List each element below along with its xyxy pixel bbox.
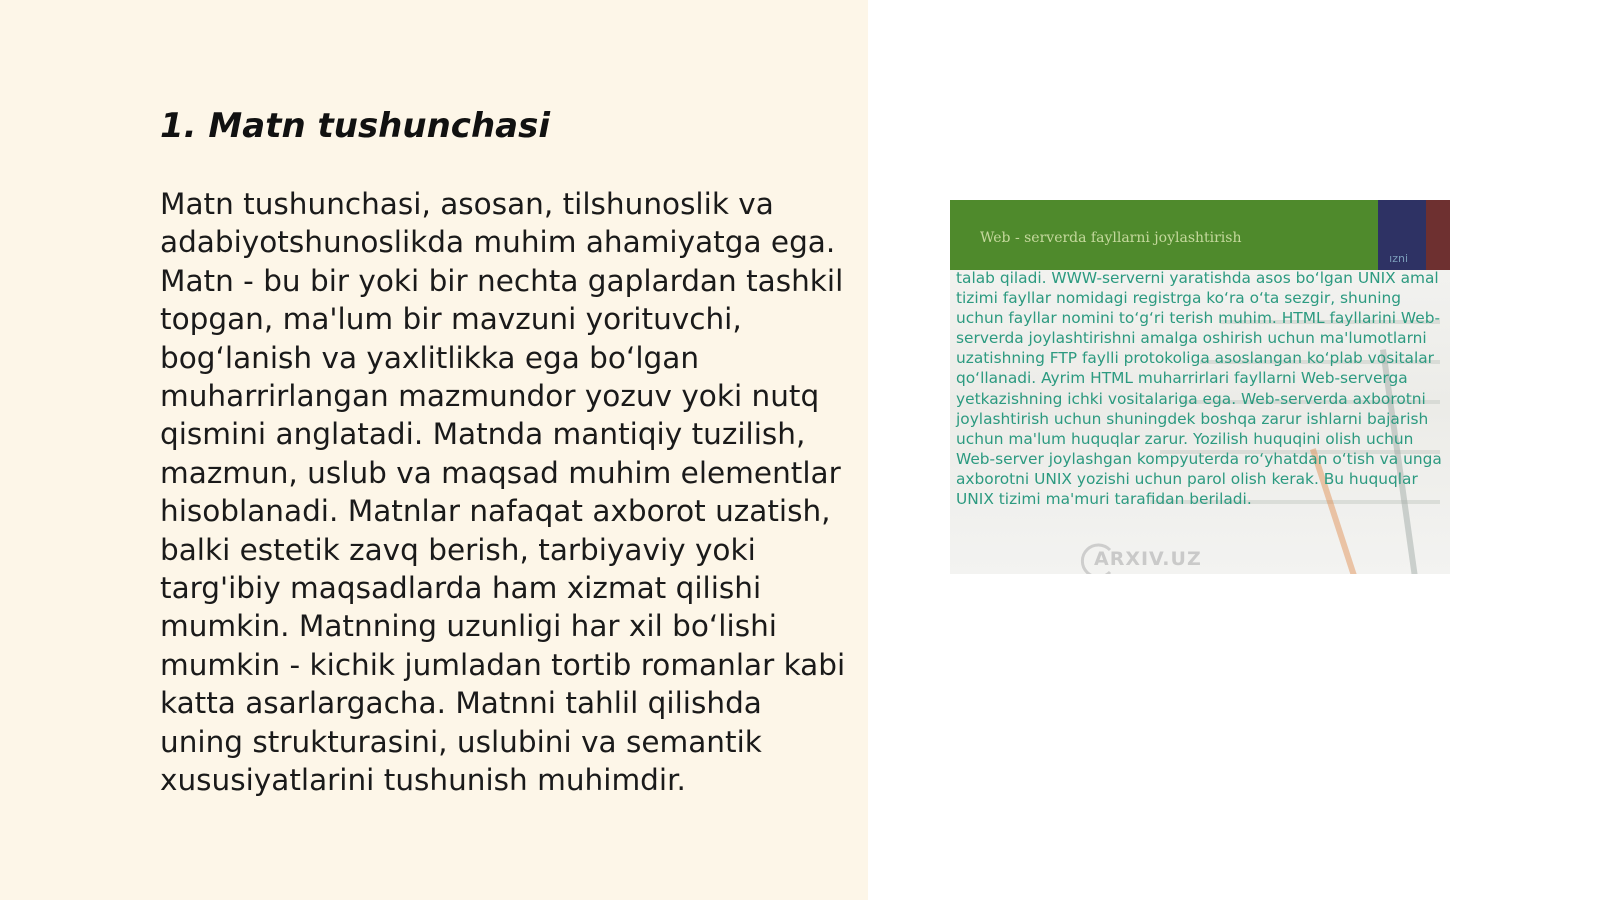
image-header-title: Web - serverda fayllarni joylashtirish xyxy=(980,230,1242,246)
slide-body-text: Matn tushunchasi, asosan, tilshunoslik va adabiyotshunoslikda muhim ahamiyatga ega. Matn - bu bir yoki bir nechta gaplardan tashkil topgan, ma'lum bir mavzuni yorituvchi, bog‘lanish va yaxlitlikka ega bo‘lgan muharrirlangan mazmundor yozuv yoki nutq qismini anglatadi. Matnda mantiqiy tuzilish, mazmun, uslub va maqsad muhim elementlar hisoblanadi. Matnlar nafaqat axborot uzatish, balki estetik zavq berish, tarbiyaviy yoki targ'ibiy maqsadlarda ham xizmat qilishi mumkin. Matnning uzunligi har xil bo‘lishi mumkin - kichik jumladan tortib romanlar kabi katta asarlargacha. Matnni tahlil qilishda uning strukturasini, uslubini va semantik xususiyatlarini tushunish muhimdir. xyxy=(160,187,846,798)
image-body-text: talab qiladi. WWW-serverni yaratishda asos bo‘lgan UNIX amal tizimi fayllar nomidagi registrga ko‘ra o‘ta sezgir, shuning uchun fayllar nomini to‘g‘ri terish muhim. HTML fayllarini Web-serverda joylashtirishni amalga oshirish uchun ma'lumotlarni uzatishning FTP faylli protokoliga asoslangan ko‘plab vositalar qo‘llanadi. Ayrim HTML muharrirlari fayllarni Web-serverga yetkazishning ichki vositalariga ega. Web-serverda axborotni joylashtirish uchun shuningdek boshqa zarur ishlarni bajarish uchun ma'lum huquqlar zarur. Yozilish huquqini olish uchun Web-server joylashgan kompyuterda ro‘yhatdan o‘tish va unga axborotni UNIX yozishi uchun parol olish kerak. Bu huquqlar UNIX tizimi ma'muri tarafidan beriladi. xyxy=(956,269,1442,509)
watermark-logo xyxy=(1076,542,1276,574)
image-header-red-block xyxy=(1426,200,1450,270)
watermark-text: ARXIV.UZ xyxy=(1094,548,1202,570)
embedded-slide-image xyxy=(950,200,1450,574)
image-header-tail-text: ızni xyxy=(1389,252,1408,265)
image-header-bar xyxy=(950,200,1450,270)
slide-title: 1. Matn tushunchasi xyxy=(160,106,550,146)
